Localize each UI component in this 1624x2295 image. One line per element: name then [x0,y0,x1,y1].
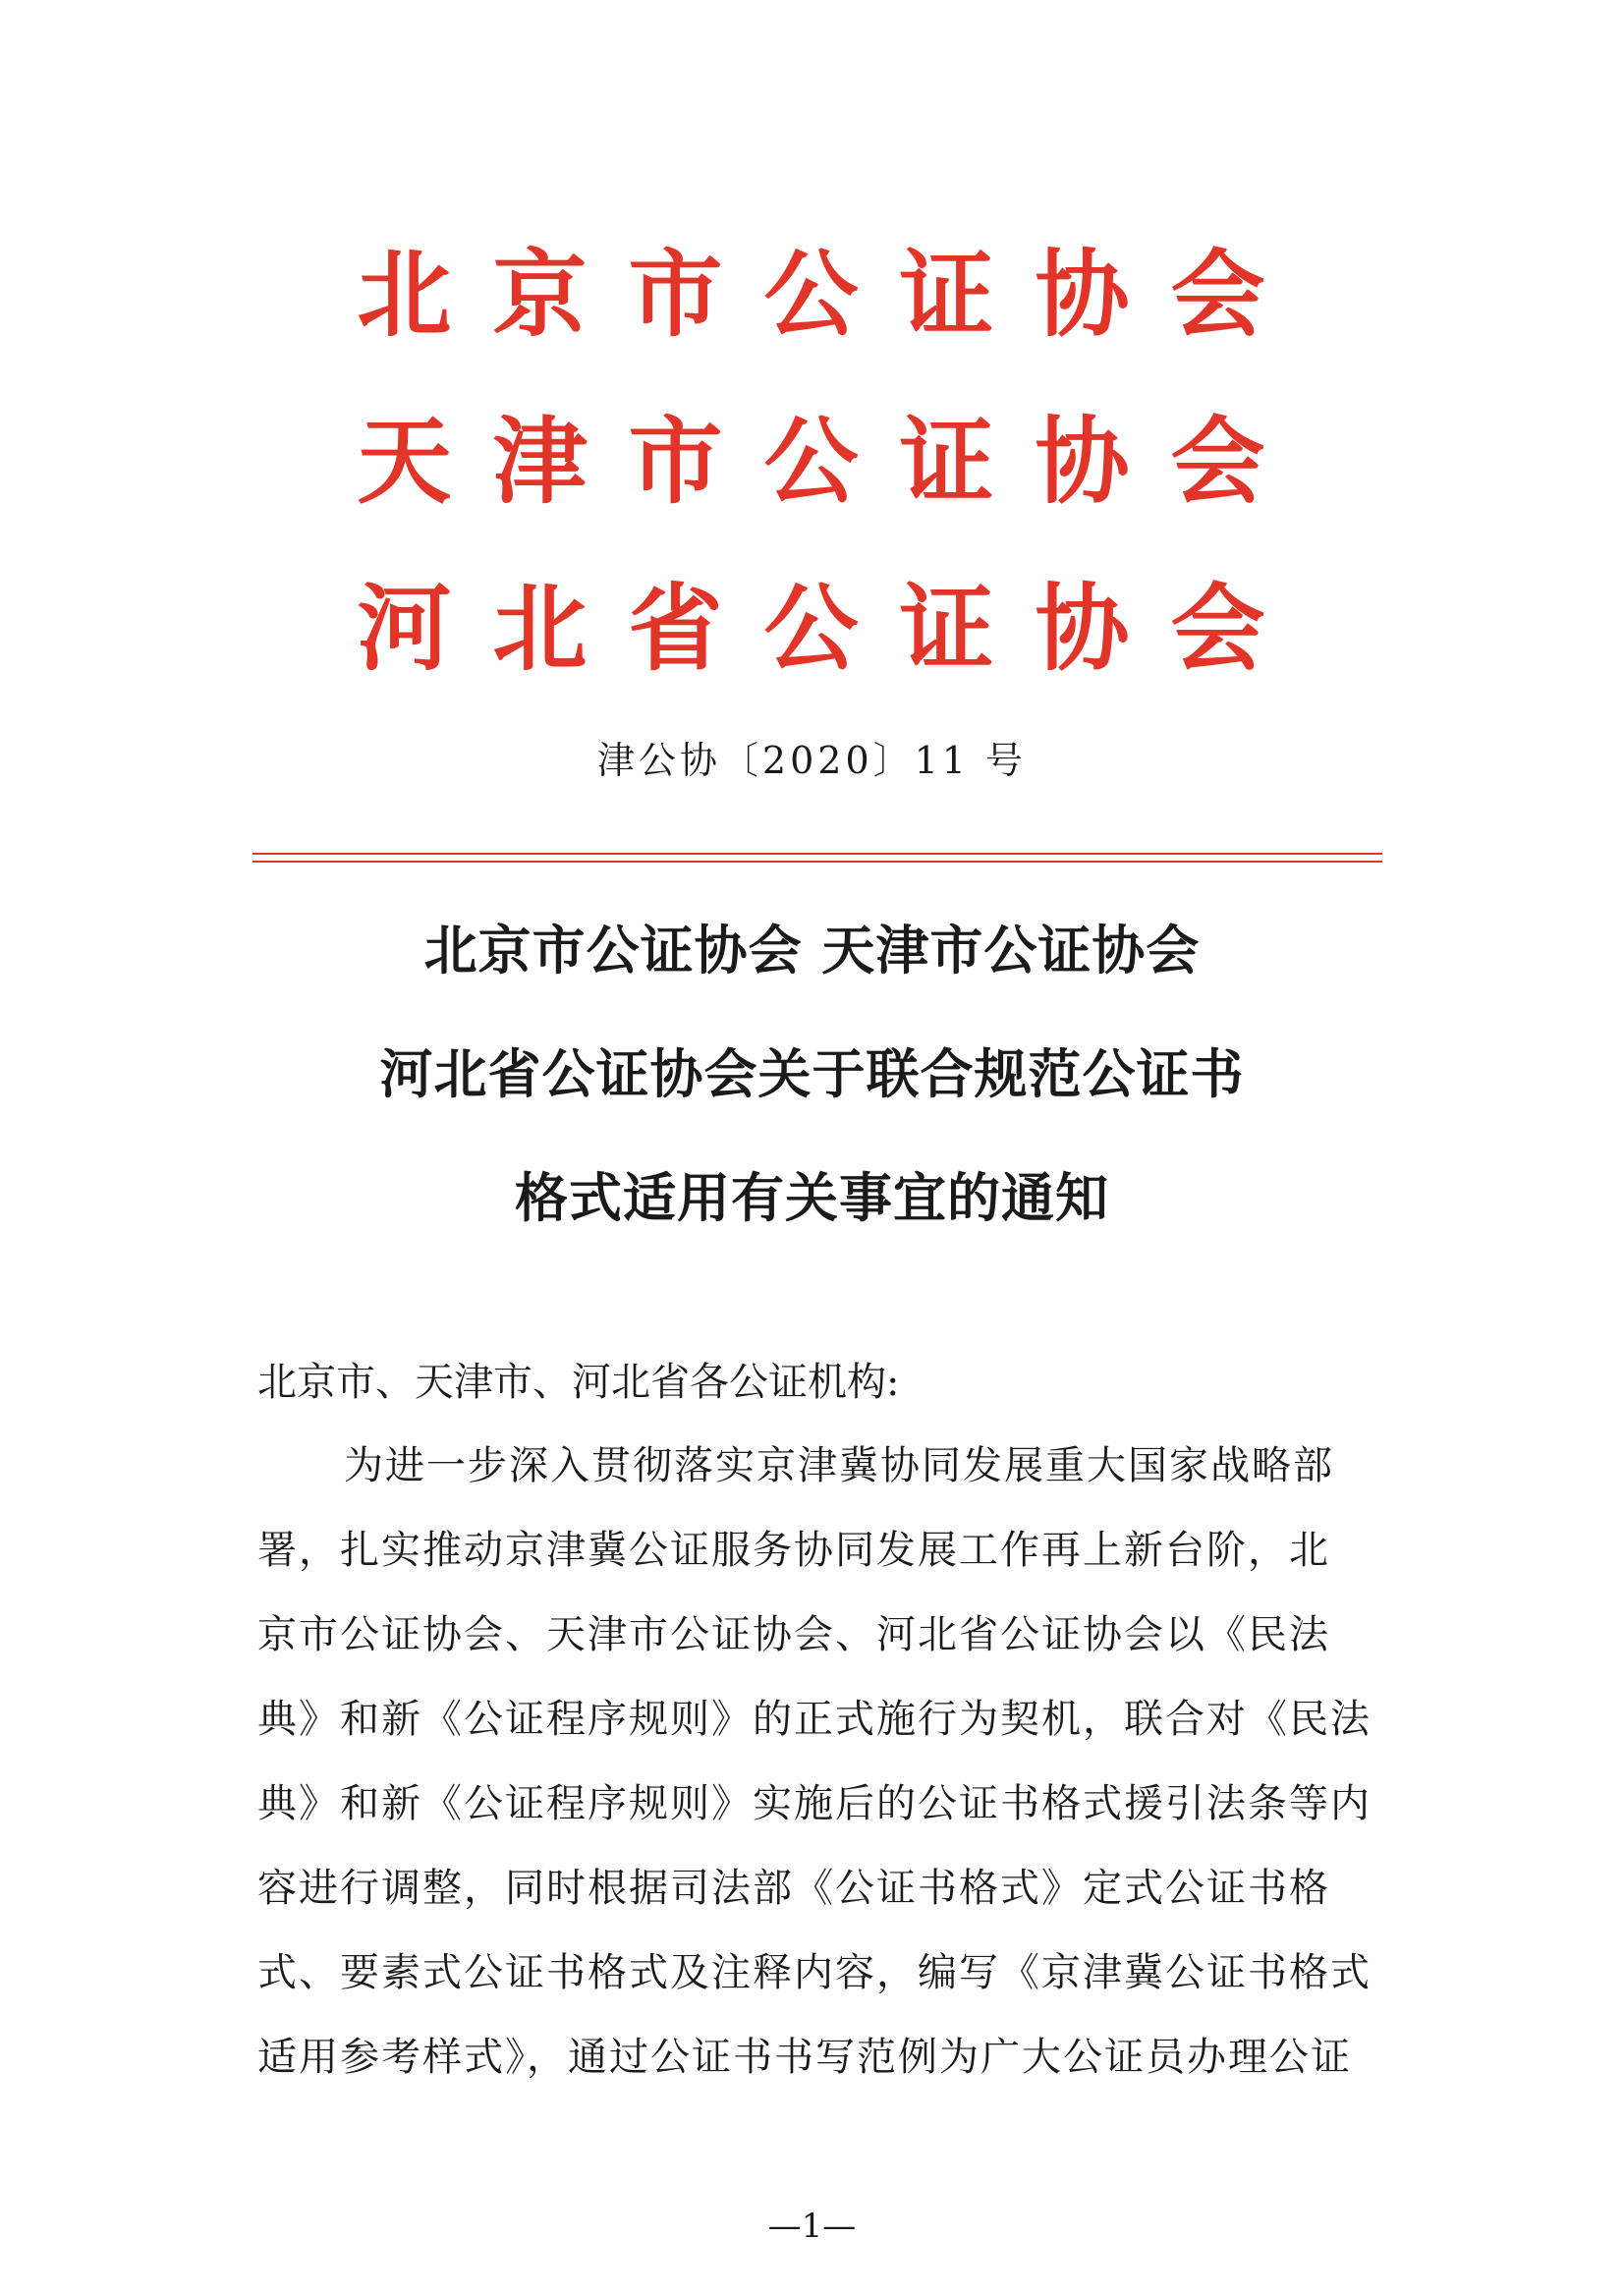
body-line: 署，扎实推动京津冀公证服务协同发展工作再上新台阶，北 [257,1528,1330,1573]
document-title [0,919,1624,1290]
issuer-beijing: 北京市公证协会 [357,239,1307,350]
body-line: 适用参考样式》，通过公证书书写范例为广大公证员办理公证 [257,2035,1352,2080]
title-line: 河北省公证协会关于联合规范公证书 [379,1042,1245,1105]
letterhead-issuers [0,239,1624,749]
page-number: —1— [767,2207,857,2246]
body-line: 典》和新《公证程序规则》的正式施行为契机，联合对《民法 [257,1697,1372,1742]
body-line: 京市公证协会、天津市公证协会、河北省公证协会以《民法 [257,1612,1330,1657]
document-number: 津公协〔2020〕11 号 [596,739,1028,782]
issuer-hebei: 河北省公证协会 [357,573,1307,684]
body-line: 式、要素式公证书格式及注释内容，编写《京津冀公证书格式 [257,1950,1372,1995]
title-line: 北京市公证协会 天津市公证协会 [423,919,1201,981]
letterhead-divider-top [252,853,1382,855]
body-line: 容进行调整，同时根据司法部《公证书格式》定式公证书格 [257,1866,1330,1911]
issuer-tianjin: 天津市公证协会 [357,406,1307,517]
body-line: 为进一步深入贯彻落实京津冀协同发展重大国家战略部 [344,1443,1334,1488]
salutation: 北京市、天津市、河北省各公证机构: [257,1360,900,1405]
body-line: 典》和新《公证程序规则》实施后的公证书格式援引法条等内 [257,1781,1372,1826]
letterhead-divider-bottom [252,861,1382,863]
title-line: 格式适用有关事宜的通知 [515,1166,1109,1229]
body-paragraph [257,1442,1372,2118]
